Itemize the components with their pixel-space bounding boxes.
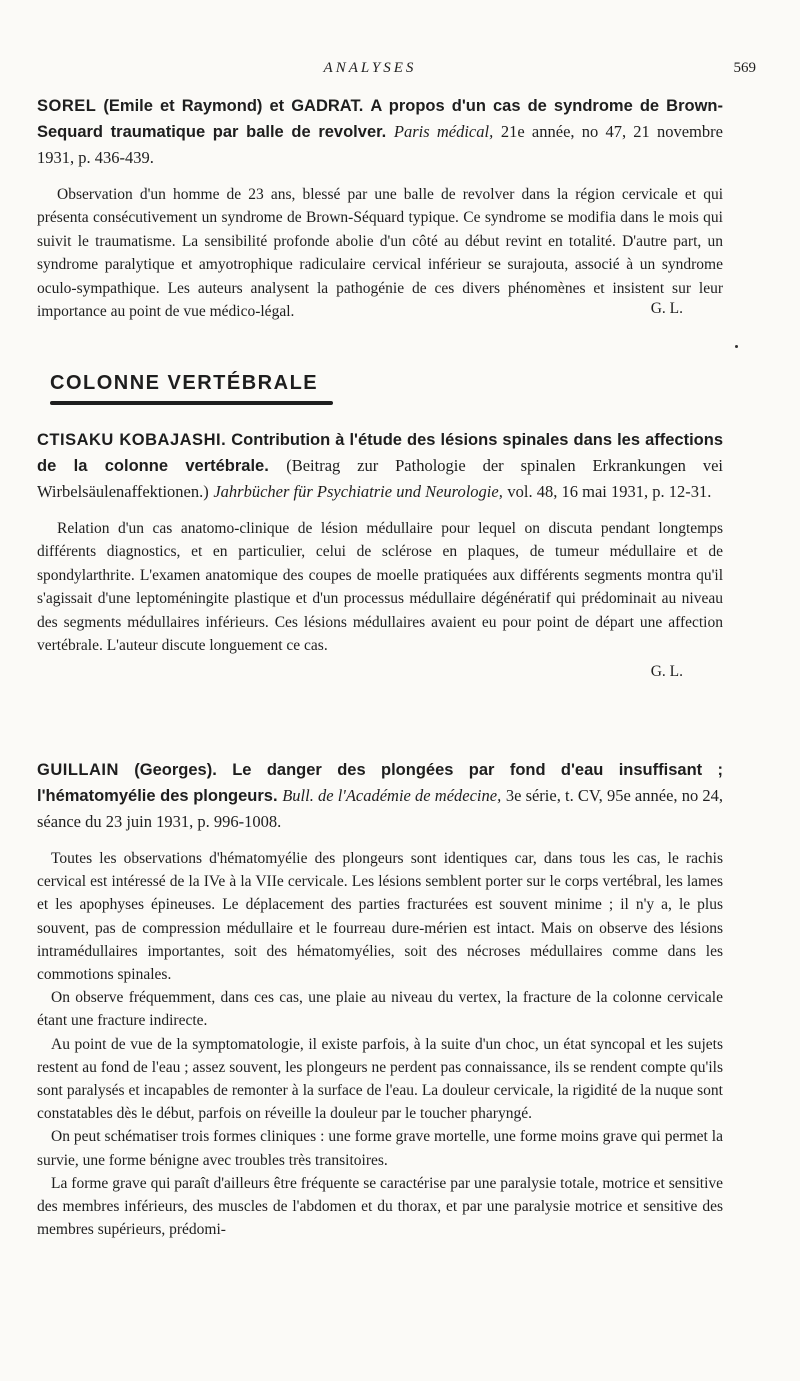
- entry-author: SOREL: [37, 97, 97, 115]
- entry-author: GUILLAIN: [37, 761, 119, 779]
- page-number: 569: [733, 60, 756, 76]
- body-paragraph: On peut schématiser trois formes cliniques : une forme grave mortelle, une forme moins grave qui permet la survie, une forme bénigne avec troubles très transitoires.: [37, 1128, 723, 1169]
- entry-journal: Bull. de l'Académie de médecine,: [282, 786, 502, 805]
- entry-headline: [37, 428, 723, 505]
- abstract-entry-sorel: [37, 94, 723, 321]
- running-head-title: ANALYSES: [323, 60, 417, 76]
- running-head: [0, 60, 800, 84]
- entry-journal: Jahrbücher für Psychiatrie und Neurologie,: [213, 482, 503, 501]
- section-title: COLONNE VERTÉBRALE: [50, 372, 319, 394]
- entry-reference: 21e année, no 47, 21 novembre 1931, p. 436-439.: [37, 122, 723, 167]
- entry-headline: [37, 94, 723, 171]
- entry-headline: [37, 758, 723, 835]
- entry-author-rest: (Georges).: [134, 761, 217, 779]
- ink-dot: [735, 345, 738, 348]
- section-underline: [50, 401, 333, 405]
- entry-author-rest: (Emile et Raymond) et GADRAT.: [103, 97, 364, 115]
- entry-body: Observation d'un homme de 23 ans, blessé par une balle de revolver dans la région cervicale et qui présenta consécutivement un syndrome de Brown-Séquard typique. Ce syndrome se modifia dans le mois qui suivit le traumatisme. La sensibilité profonde abolie d'un côté au début revint en totalité. D'autre part, un syndrome paralytique et amyotrophique radiculaire cervical inférieur se surajouta, associé à un syndrome oculo-sympathique. Les auteurs analysent la pathogénie de ces divers phénomènes et insistent sur leur importance au point de vue médico-légal.: [37, 186, 723, 321]
- entry-journal: Paris médical,: [393, 122, 494, 141]
- abstract-entry-guillain: [37, 758, 723, 1241]
- body-paragraph: On observe fréquemment, dans ces cas, une plaie au niveau du vertex, la fracture de la colonne cervicale étant une fracture indirecte.: [37, 989, 723, 1030]
- entry-signature: G. L.: [650, 663, 683, 681]
- body-paragraph: La forme grave qui paraît d'ailleurs être fréquente se caractérise par une paralysie totale, motrice et sensitive des membres inférieurs, des muscles de l'abdomen et du thorax, et par une paralysie motrice et sensitive des membres supérieurs, prédomi-: [37, 1174, 723, 1239]
- entry-author: CTISAKU KOBAJASHI.: [37, 431, 227, 449]
- entry-title: Contribution à l'étude des lésions spinales dans les affections de la colonne vertébrale.: [37, 431, 723, 475]
- entry-body: Relation d'un cas anatomo-clinique de lésion médullaire pour lequel on discuta pendant longtemps différents diagnostics, et en particulier, celui de sclérose en plaques, de tumeur médullaire et de spondylarthrite. L'examen anatomique des coupes de moelle pratiquées aux différents segments montra qu'il s'agissait d'une leptoméningite plastique et d'un processus médullaire dégénératif qui prédominait au niveau des segments médullaires inférieurs. Ces lésions médullaires avaient eu pour point de départ une affection vertébrale. L'auteur discute longuement ce cas.: [37, 520, 723, 655]
- entry-title: Le danger des plongées par fond d'eau insuffisant ; l'hématomyélie des plongeurs.: [37, 761, 723, 805]
- entry-reference: 3e série, t. CV, 95e année, no 24, séance du 23 juin 1931, p. 996-1008.: [37, 786, 723, 831]
- entry-reference: vol. 48, 16 mai 1931, p. 12-31.: [507, 482, 712, 501]
- entry-title: A propos d'un cas de syndrome de Brown-Sequard traumatique par balle de revolver.: [37, 97, 723, 141]
- entry-signature: G. L.: [650, 300, 683, 318]
- entry-body: [37, 847, 723, 1241]
- body-paragraph: Au point de vue de la symptomatologie, il existe parfois, à la suite d'un choc, un état syncopal et les sujets restent au fond de l'eau ; assez souvent, les plongeurs ne perdent pas connaissance, ils se rendent compte qu'ils sont paralysés et incapables de remonter à la surface de l'eau. La douleur cervicale, la rigidité de la nuque sont constatables dès le début, parfois on réveille la douleur par le toucher pharyngé.: [37, 1035, 723, 1123]
- abstract-entry-kobajashi: [37, 428, 723, 681]
- entry-original-title: (Beitrag zur Pathologie der spinalen Erkrankungen vei Wirbelsäulenaffektionen.): [37, 456, 723, 501]
- body-paragraph: Toutes les observations d'hématomyélie des plongeurs sont identiques car, dans tous les cas, le rachis cervical est intéressé de la IVe à la VIIe cervicale. Les lésions semblent porter sur le corps vertébral, les lames et les apophyses épineuses. Le déplacement des parties fracturées est souvent minime ; il n'y a, le plus souvent, pas de compression médullaire et le fourreau dure-mérien est intact. Mais on observe des lésions intramédullaires importantes, soit des hématomyélies, soit des nécroses médullaires comme dans les commotions spinales.: [37, 850, 723, 984]
